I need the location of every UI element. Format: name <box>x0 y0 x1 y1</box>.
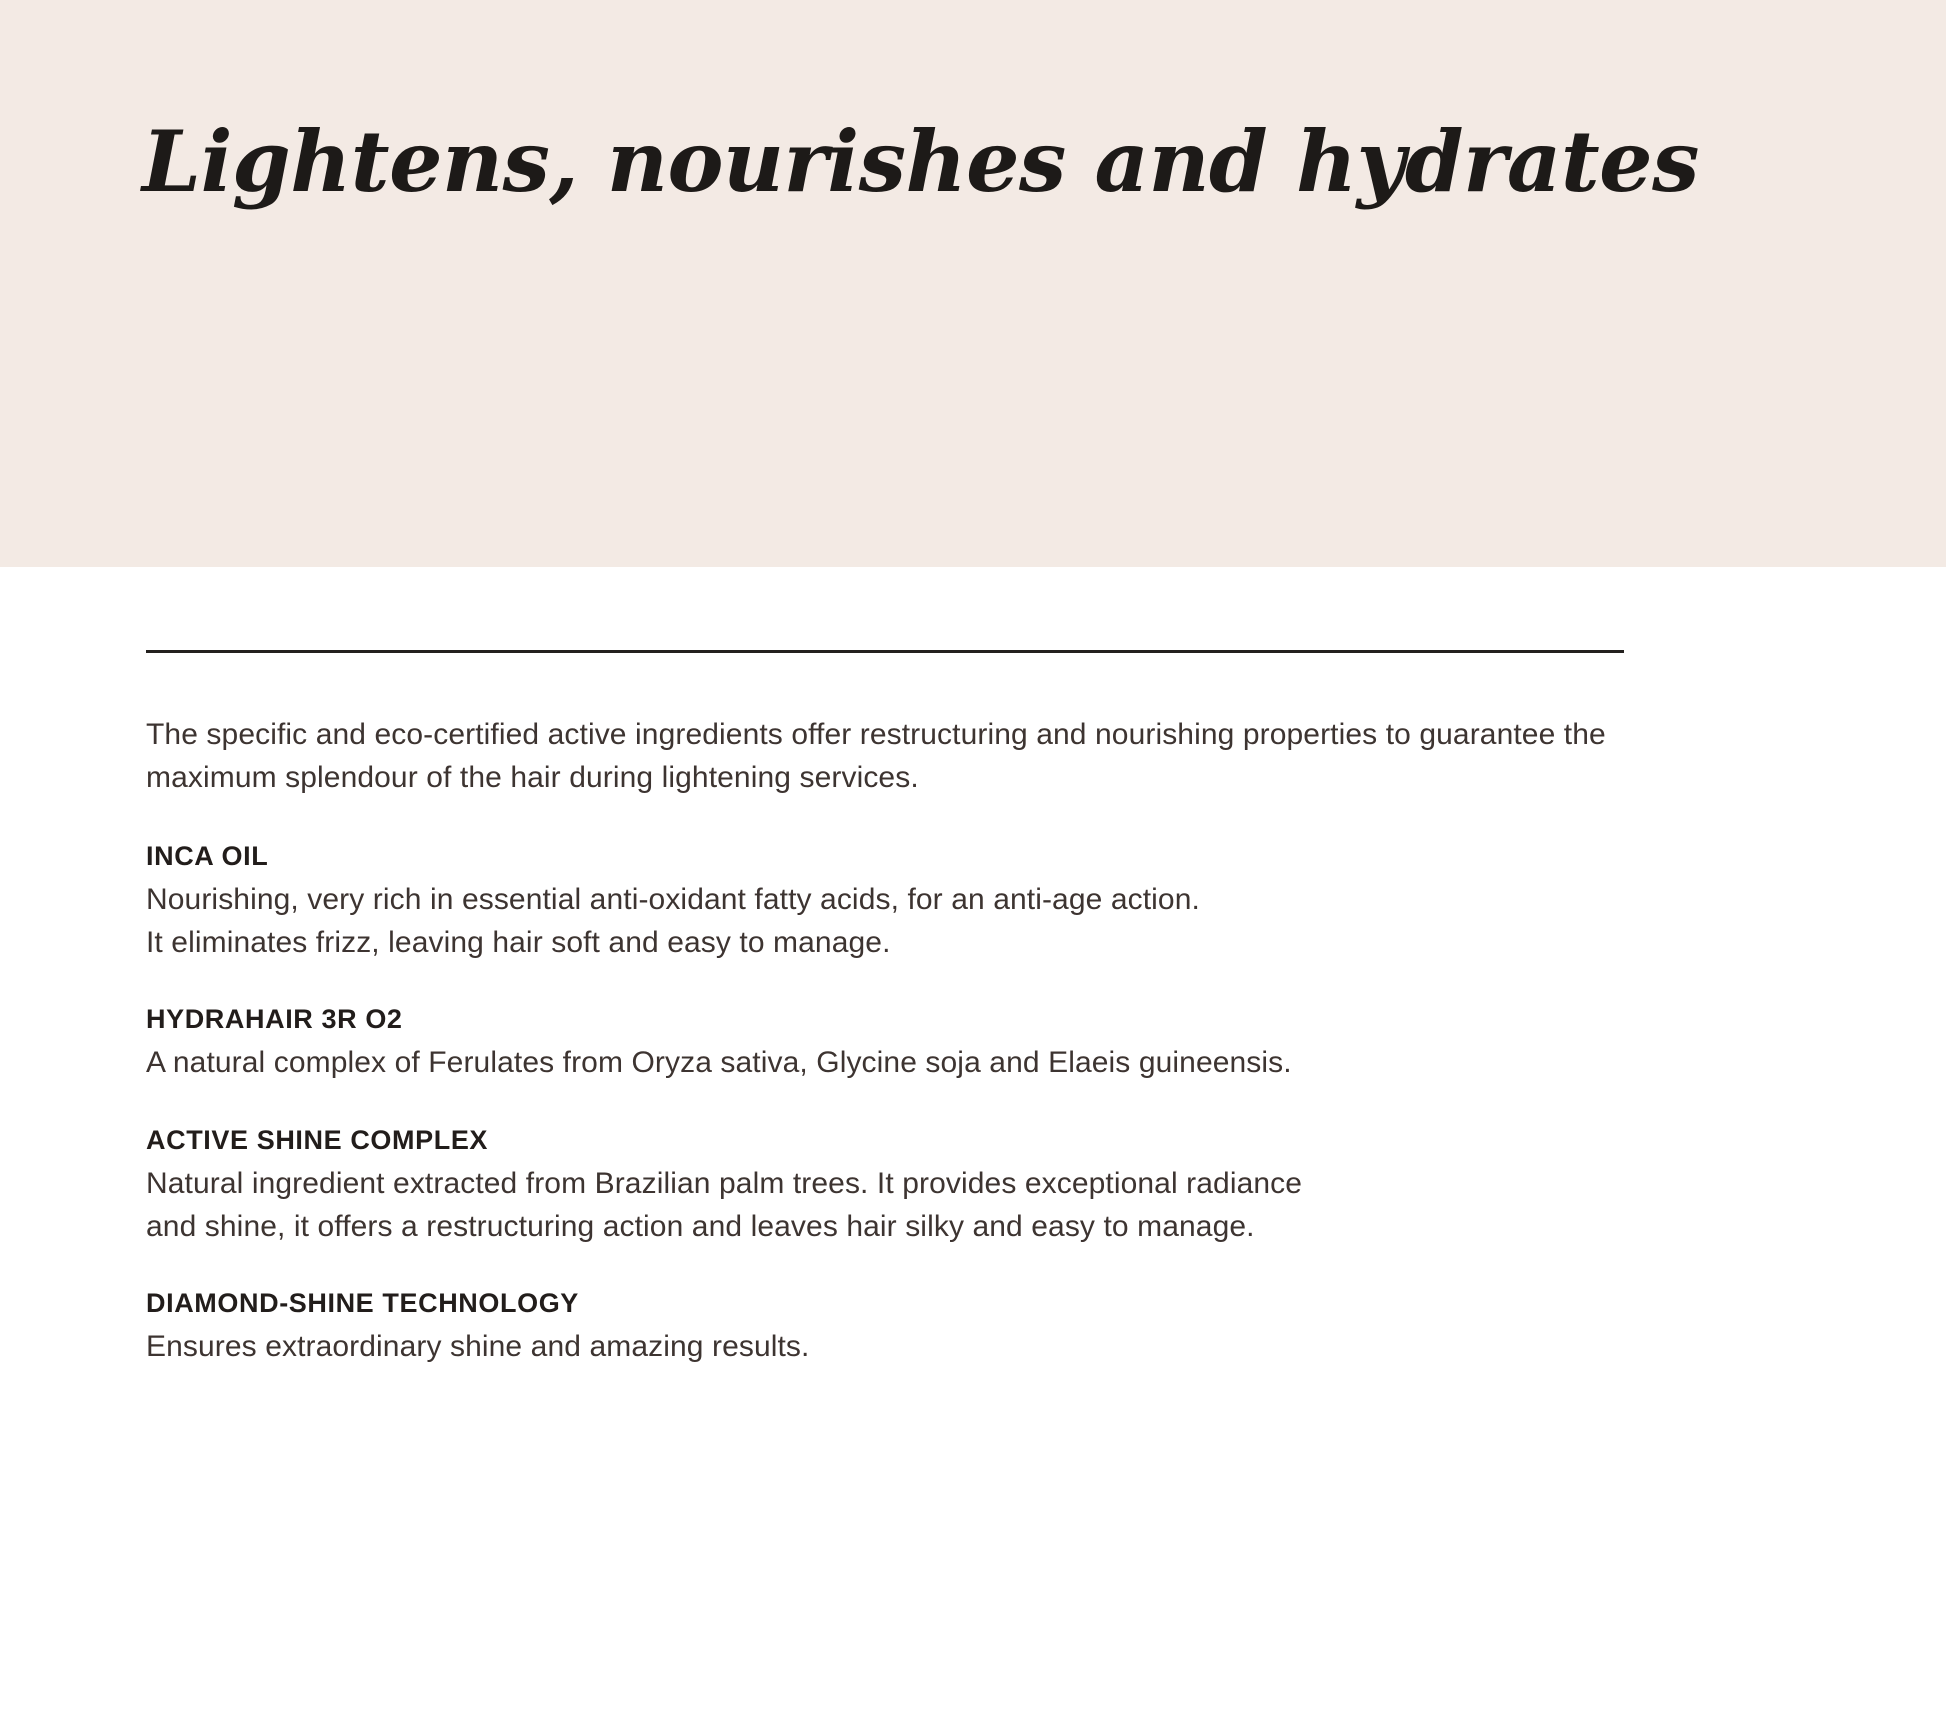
hero-band <box>0 0 1946 567</box>
ingredient-description <box>146 1163 1656 1248</box>
ingredient-title: HYDRAHAIR 3R O2 <box>146 1004 403 1035</box>
description-line: and shine, it offers a restructuring action and leaves hair silky and easy to manage. <box>146 1209 1255 1243</box>
ingredient-description <box>146 1042 1656 1085</box>
ingredient-title: DIAMOND-SHINE TECHNOLOGY <box>146 1288 579 1319</box>
ingredient-title: INCA OIL <box>146 841 269 872</box>
ingredient-description <box>146 879 1656 964</box>
description-line: Ensures extraordinary shine and amazing results. <box>146 1330 810 1364</box>
description-line: Natural ingredient extracted from Brazilian palm trees. It provides exceptional radiance <box>146 1166 1303 1200</box>
ingredient-title: ACTIVE SHINE COMPLEX <box>146 1124 489 1155</box>
ingredient-block-hydrahair <box>146 1004 1666 1085</box>
content-section <box>0 567 1946 1730</box>
description-line: Nourishing, very rich in essential anti-oxidant fatty acids, for an anti-age action. <box>146 883 1200 917</box>
description-line: A natural complex of Ferulates from Oryza sativa, Glycine soja and Elaeis guineensis. <box>146 1046 1292 1080</box>
ingredient-blocks <box>146 714 1666 1369</box>
ingredient-block-inca-oil <box>146 841 1666 964</box>
description-line: It eliminates frizz, leaving hair soft and easy to manage. <box>146 925 891 959</box>
section-divider <box>146 650 1624 653</box>
ingredient-description <box>146 1326 1656 1369</box>
intro-paragraph: The specific and eco-certified active ingredients offer restructuring and nourishing properties to guarantee the maximum splendour of the hair during lightening services. <box>146 718 1606 794</box>
page-title: Lightens, nourishes and hydrates <box>142 112 1699 211</box>
ingredient-block-diamond-shine-technology <box>146 1288 1666 1369</box>
ingredient-block-active-shine-complex <box>146 1125 1666 1248</box>
